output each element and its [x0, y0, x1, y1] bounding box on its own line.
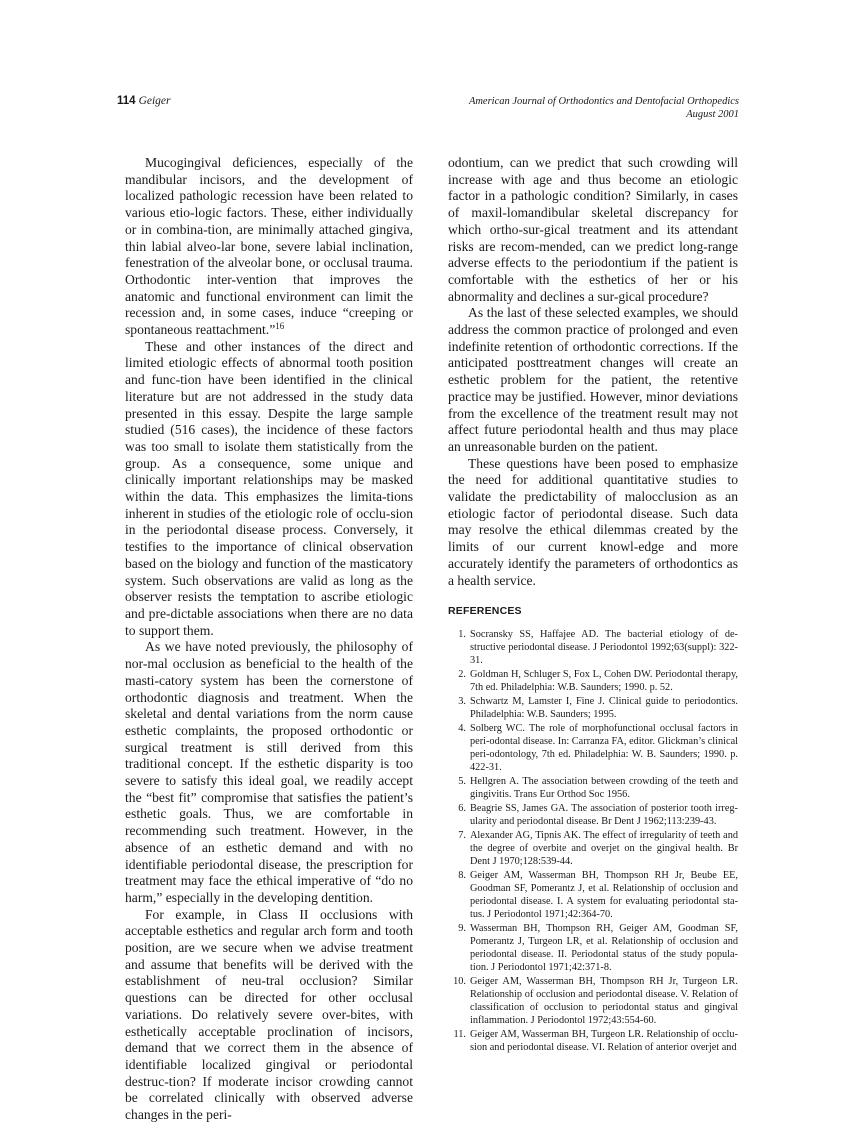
page-folio — [117, 95, 171, 107]
reference-item: 6. Beagrie SS, James GA. The association of posterior tooth irreg-ularity and periodontal disease. Br Dent J 1962;113:239-43. — [458, 802, 738, 827]
reference-item: 1. Socransky SS, Haffajee AD. The bacterial etiology of de-structive periodontal disease. J Periodontol 1992;63(suppl): 322-31. — [458, 628, 738, 666]
paragraph: For example, in Class II occlusions with acceptable esthetics and regular arch form and tooth position, are we secure when we advise treatment and assume that benefits will be derived with the establishment of neu-tral occlusion? Similar questions can be directed for other occlusal variations. Do relatively severe over-bites, with esthetically acceptable proclination of incisors, demand that we correct them in the absence of identifiable localized gingival or periodontal destruc-tion? If moderate incisor crowding cannot be correlated clinically with observed adverse changes in the peri- — [125, 906, 413, 1123]
running-author: Geiger — [138, 95, 171, 107]
paragraph: These questions have been posed to emphasize the need for additional quantitative studies to validate the predictability of malocclusion as an etiologic factor of periodontal disease. Such data may resolve the ethical dilemmas created by the limits of our current knowl-edge and more accurately identify the parameters of orthodontics as a health service. — [448, 455, 738, 588]
paragraph: odontium, can we predict that such crowding will increase with age and thus become an etiologic factor in a pathologic condition? Similarly, in cases of maxil-lomandibular skeletal discrepancy for which ortho-sur-gical treatment and its attendant risks are recom-mended, can we predict long-range adverse effects to the periodontium if the patient is comfortable with the esthetics of her or his abnormality and declines a sur-gical procedure? — [448, 155, 738, 304]
reference-item: 9. Wasserman BH, Thompson RH, Geiger AM, Goodman SF, Pomerantz J, Turgeon LR, et al. Relationship of occlusion and periodontal disease. II. Periodontal status of the study popula-tion. J Periodontol 1971;42:371-8. — [458, 922, 738, 973]
issue-date: August 2001 — [686, 109, 739, 120]
citation-superscript: 16 — [275, 321, 285, 332]
reference-item: 4. Solberg WC. The role of morphofunctional occlusal factors in peri-odontal disease. In: Carranza FA, editor. Glickman’s clinical peri-odontology, 7th ed. Philadelphia: W. B. Saunders; 1990. p. 422-31. — [458, 722, 739, 773]
paragraph: As the last of these selected examples, we should address the common practice of prolonged and even indefinite retention of orthodontic corrections. If the anticipated posttreatment changes will create an esthetic problem for the patient, the retentive practice may be justified. However, minor deviations from the excellence of the treatment result may not affect future periodontal health and thus may place an unreasonable burden on the patient. — [448, 305, 738, 454]
reference-item: 7. Alexander AG, Tipnis AK. The effect of irregularity of teeth and the degree of overbite and overjet on the gingival health. Br Dent J 1970;128:539-44. — [458, 829, 738, 867]
references-list — [448, 628, 738, 1054]
reference-item: 11. Geiger AM, Wasserman BH, Turgeon LR. Relationship of occlu-sion and periodontal disease. VI. Relation of anterior overjet and — [453, 1028, 738, 1053]
reference-item: 5. Hellgren A. The association between crowding of the teeth and gingivitis. Trans Eur Orthod Soc 1956. — [458, 775, 738, 800]
page-header — [117, 95, 739, 125]
journal-title — [469, 95, 739, 121]
paragraph: These and other instances of the direct and limited etiologic effects of abnormal tooth position and func-tion have been identified in the clinical literature but are not addressed in the study data presented in this essay. Despite the large sample studied (516 cases), the incidence of these factors was too small to isolate them statistically from the group. As a consequence, some unique and clinically important relationships may be masked within the data. This emphasizes the limita-tions inherent in studies of the etiologic role of occlu-sion in the periodontal disease process. Conversely, it testifies to the importance of clinical observation based on the biology and function of the masticatory system. Such observations are valid as long as the observer resists the temptation to ascribe etiologic and pre-dictable associations when there are no data to support them. — [125, 338, 413, 638]
right-column — [448, 155, 738, 1055]
reference-item: 2. Goldman H, Schluger S, Fox L, Cohen DW. Periodontal therapy, 7th ed. Philadelphia: W.B. Saunders; 1990. p. 52. — [458, 668, 738, 693]
journal-name: American Journal of Orthodontics and Dentofacial Orthopedics — [468, 96, 739, 107]
references-heading: REFERENCES — [448, 605, 522, 618]
page-number: 114 — [117, 95, 136, 107]
paragraph: As we have noted previously, the philosophy of nor-mal occlusion as beneficial to the health of the masti-catory system has been the cornerstone of orthodontic diagnosis and treatment. When the skeletal and dental variations from the norm cause esthetic complaints, the proposed orthodontic or surgical treatment is still derived from this traditional concept. If the esthetic disparity is too severe to satisfy this ideal goal, we readily accept the “best fit” compromise that satisfies the patient’s esthetic goals. Thus, we are comfortable in recommending such treatment. However, in the absence of an esthetic demand and with no identifiable periodontal disease, the prescription for treatment may face the ethical imperative of “do no harm,” especially in the developing dentition. — [125, 639, 413, 905]
reference-item: 8. Geiger AM, Wasserman BH, Thompson RH Jr, Beube EE, Goodman SF, Pomerantz J, et al. Relationship of occlusion and periodontal disease. I. A system for evaluating periodontal sta-tus. J Periodontol 1971;42:364-70. — [458, 869, 738, 920]
reference-item: 10. Geiger AM, Wasserman BH, Thompson RH Jr, Turgeon LR. Relationship of occlusion and periodontal disease. V. Relation of classification of occlusion to periodontal status and gingival inflammation. J Periodontol 1972;43:554-60. — [453, 975, 738, 1026]
left-column — [125, 155, 413, 1124]
reference-item: 3. Schwartz M, Lamster I, Fine J. Clinical guide to periodontics. Philadelphia: W.B. Saunders; 1995. — [458, 695, 738, 720]
paragraph: Mucogingival deficiences, especially of the mandibular incisors, and the development of localized pathologic recession have been related to various etio-logic factors. These, either individually or in combina-tion, are minimally attached gingiva, thin labial alveo-lar bone, severe labial inclination, fenestration of the alveolar bone, or occlusal trauma. Orthodontic inter-vention that improves the anatomic and functional environment can limit the recession and, in some cases, induce “creeping or spontaneous reattachment.”$^{16}$ — [125, 155, 413, 338]
